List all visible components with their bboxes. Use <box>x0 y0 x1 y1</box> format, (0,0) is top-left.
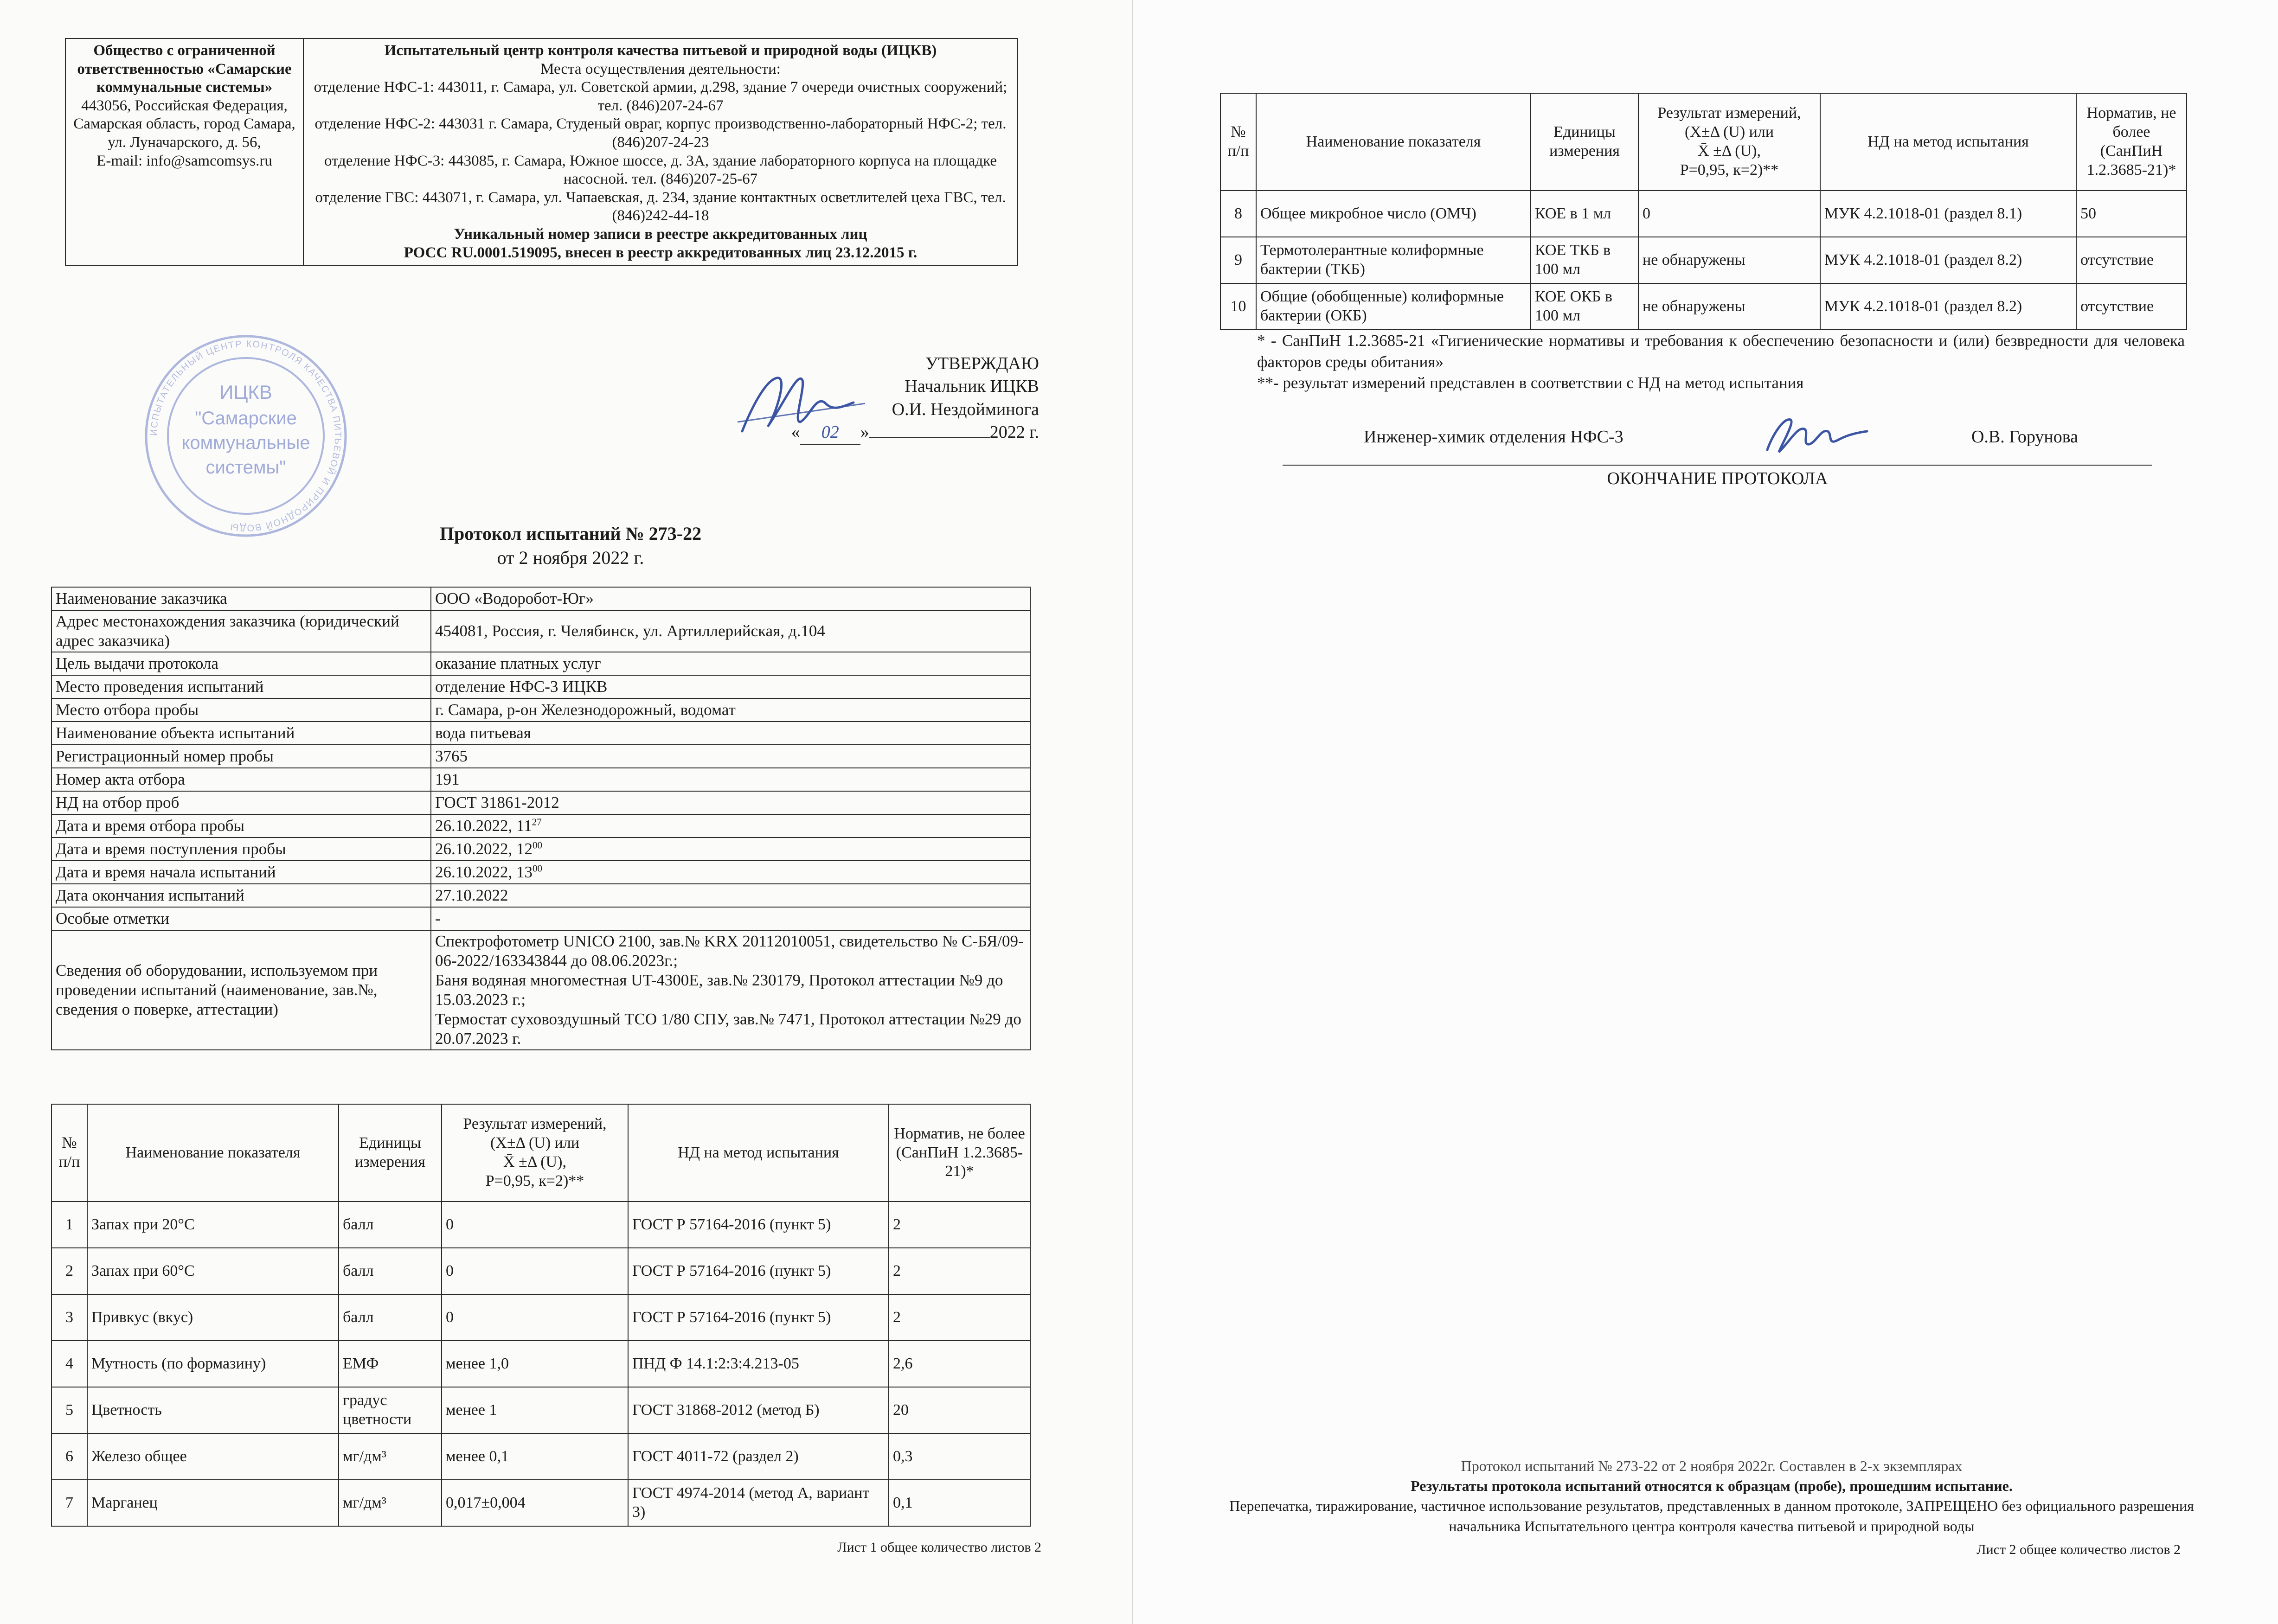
info-value-minutes: 00 <box>533 839 542 851</box>
places-title: Места осуществления деятельности: <box>540 60 781 77</box>
result-unit: мг/дм³ <box>339 1480 442 1526</box>
result-n: 2 <box>51 1248 87 1294</box>
footer-copyright-note: Перепечатка, тиражирование, частичное использование результатов, представленных в данном протоколе, ЗАПРЕЩЕНО без официального разрешения начальника Испытательного центра контроля качества питьевой и природной воды <box>1229 1497 2194 1534</box>
result-method: ГОСТ Р 57164-2016 (пункт 5) <box>628 1202 889 1248</box>
info-value-text: 27.10.2022 <box>435 886 508 904</box>
info-key: Дата и время отбора пробы <box>51 814 431 838</box>
result-name: Марганец <box>87 1480 339 1526</box>
info-value <box>431 861 1030 884</box>
result-method: МУК 4.2.1018-01 (раздел 8.2) <box>1820 283 2076 330</box>
dept-nfs1: отделение НФС-1: 443011, г. Самара, ул. Советской армии, д.298, здание 7 очереди очистных сооружений; тел. (846)207-24-67 <box>314 79 1007 114</box>
info-key: Адрес местонахождения заказчика (юридический адрес заказчика) <box>51 610 431 652</box>
col-unit: Единицы измерения <box>1531 93 1638 191</box>
result-unit: КОЕ ОКБ в 100 мл <box>1531 283 1638 330</box>
header-box <box>65 38 1018 266</box>
col-result-c: Р=0,95, к=2)** <box>1680 161 1779 179</box>
signer-name: О.В. Горунова <box>1971 427 2078 447</box>
result-method: ГОСТ Р 57164-2016 (пункт 5) <box>628 1294 889 1341</box>
protocol-title-block <box>0 522 1141 570</box>
signer-position: Инженер-химик отделения НФС-3 <box>1364 427 1623 447</box>
info-value <box>431 745 1030 768</box>
info-value-text: 3765 <box>435 747 468 765</box>
result-result: 0 <box>1638 191 1820 237</box>
result-result: 0 <box>442 1294 628 1341</box>
org-address: 443056, Российская Федерация, Самарская область, город Самара, ул. Луначарского, д. 56, <box>73 97 295 151</box>
stamp-line-2: "Самарские <box>195 408 297 428</box>
info-value-text: ООО «Водоробот-Юг» <box>435 589 594 607</box>
result-norm: 20 <box>889 1387 1030 1433</box>
stamp-line-4: системы" <box>205 457 286 478</box>
info-value-text: 26.10.2022, 12 <box>435 840 533 858</box>
info-value-minutes: 00 <box>533 863 542 874</box>
info-row <box>51 838 1030 861</box>
result-unit: ЕМФ <box>339 1341 442 1387</box>
info-value-minutes: 27 <box>532 816 542 828</box>
result-n: 3 <box>51 1294 87 1341</box>
info-row <box>51 884 1030 907</box>
result-name: Запах при 60°С <box>87 1248 339 1294</box>
info-row <box>51 861 1030 884</box>
equipment-label: Сведения об оборудовании, используемом при проведении испытаний (наименование, зав.№, сведения о поверке, аттестации) <box>51 930 431 1050</box>
col-method: НД на метод испытания <box>1820 93 2076 191</box>
info-row <box>51 814 1030 838</box>
approval-year: 2022 г. <box>989 422 1039 442</box>
info-key: Дата и время поступления пробы <box>51 838 431 861</box>
col-result-b: X̄ ±Δ (U), <box>503 1153 566 1170</box>
result-n: 9 <box>1220 237 1256 283</box>
equipment-value <box>431 930 1030 1050</box>
footnotes <box>1257 330 2185 394</box>
info-key: Цель выдачи протокола <box>51 652 431 675</box>
result-unit: балл <box>339 1294 442 1341</box>
col-result <box>442 1104 628 1202</box>
result-unit: КОЕ в 1 мл <box>1531 191 1638 237</box>
dept-gvs: отделение ГВС: 443071, г. Самара, ул. Чапаевская, д. 234, здание контактных осветлителей цеха ГВС, тел. (846)242-44-18 <box>315 189 1006 224</box>
result-row <box>51 1294 1030 1341</box>
info-value <box>431 722 1030 745</box>
info-value-text: г. Самара, р-он Железнодорожный, водомат <box>435 701 736 719</box>
quote-close: » <box>860 422 869 442</box>
footer-protocol-line: Протокол испытаний № 273-22 от 2 ноября 2022г. Составлен в 2-х экземплярах <box>1461 1458 1963 1474</box>
result-method: МУК 4.2.1018-01 (раздел 8.1) <box>1820 191 2076 237</box>
sample-info-table <box>51 587 1031 1050</box>
footnote-sanpin: * - СанПиН 1.2.3685-21 «Гигиенические нормативы и требования к обеспечению безопасности и (или) безвредности для человека факторов среды обитания» <box>1257 332 2185 371</box>
info-key: Номер акта отбора <box>51 768 431 791</box>
result-n: 6 <box>51 1433 87 1480</box>
center-name: Испытательный центр контроля качества питьевой и природной воды (ИЦКВ) <box>384 42 937 59</box>
info-value-text: 454081, Россия, г. Челябинск, ул. Артиллерийская, д.104 <box>435 622 825 640</box>
registry-number: РОСС RU.0001.519095, внесен в реестр аккредитованных лиц 23.12.2015 г. <box>404 244 918 261</box>
result-row <box>51 1202 1030 1248</box>
approval-month-blank <box>869 437 990 438</box>
footnote-result: **- результат измерений представлен в соответствии с НД на метод испытания <box>1257 374 1804 392</box>
result-unit: балл <box>339 1248 442 1294</box>
info-key: Дата окончания испытаний <box>51 884 431 907</box>
equipment-line: Баня водяная многоместная UT-4300E, зав.№ 230179, Протокол аттестации №9 до 15.03.2023 г.; <box>435 971 1003 1009</box>
info-key: Место отбора пробы <box>51 698 431 722</box>
result-norm: 2 <box>889 1248 1030 1294</box>
approver-position: Начальник ИЦКВ <box>905 377 1039 396</box>
results-header-row <box>1220 93 2187 191</box>
result-n: 7 <box>51 1480 87 1526</box>
result-row <box>51 1341 1030 1387</box>
end-of-protocol: ОКОНЧАНИЕ ПРОТОКОЛА <box>1607 469 1828 488</box>
col-result-a: Результат измерений, (Х±Δ (U) или <box>1657 104 1801 141</box>
result-norm: 0,3 <box>889 1433 1030 1480</box>
info-value-text: 26.10.2022, 11 <box>435 817 532 835</box>
info-value <box>431 610 1030 652</box>
result-n: 1 <box>51 1202 87 1248</box>
registry-title: Уникальный номер записи в реестре аккредитованных лиц <box>454 225 867 243</box>
info-row <box>51 745 1030 768</box>
result-result: менее 1,0 <box>442 1341 628 1387</box>
result-row <box>1220 237 2187 283</box>
info-value-text: - <box>435 909 441 927</box>
result-name: Запах при 20°С <box>87 1202 339 1248</box>
result-norm: 2 <box>889 1294 1030 1341</box>
dept-nfs3: отделение НФС-3: 443085, г. Самара, Южное шоссе, д. 3А, здание лабораторного корпуса на площадке насосной. тел. (846)207-25-67 <box>324 152 997 188</box>
info-row <box>51 610 1030 652</box>
end-divider <box>1283 465 2152 466</box>
dept-nfs2: отделение НФС-2: 443031 г. Самара, Студеный овраг, корпус производственно-лабораторный НФС-2; тел. (846)207-24-23 <box>314 115 1007 151</box>
info-row <box>51 675 1030 698</box>
info-key: Регистрационный номер пробы <box>51 745 431 768</box>
col-num: № п/п <box>1220 93 1256 191</box>
sheet-1-footer: Лист 1 общее количество листов 2 <box>837 1540 1041 1555</box>
quote-open: « <box>791 422 800 442</box>
info-key: Место проведения испытаний <box>51 675 431 698</box>
protocol-date: от 2 ноября 2022 г. <box>497 547 644 568</box>
result-n: 8 <box>1220 191 1256 237</box>
result-row <box>51 1433 1030 1480</box>
result-name: Привкус (вкус) <box>87 1294 339 1341</box>
info-value-text: отделение НФС-3 ИЦКВ <box>435 678 608 696</box>
result-n: 5 <box>51 1387 87 1433</box>
info-value <box>431 698 1030 722</box>
info-value <box>431 768 1030 791</box>
col-num: № п/п <box>51 1104 87 1202</box>
col-result-b: X̄ ±Δ (U), <box>1698 142 1761 160</box>
info-row <box>51 698 1030 722</box>
info-value <box>431 907 1030 930</box>
col-norm: Норматив, не более (СанПиН 1.2.3685-21)* <box>889 1104 1030 1202</box>
info-row <box>51 652 1030 675</box>
result-method: ГОСТ Р 57164-2016 (пункт 5) <box>628 1248 889 1294</box>
result-result: менее 1 <box>442 1387 628 1433</box>
info-value <box>431 838 1030 861</box>
col-result-c: Р=0,95, к=2)** <box>485 1172 584 1189</box>
result-row <box>51 1248 1030 1294</box>
col-result-a: Результат измерений, (Х±Δ (U) или <box>463 1115 607 1152</box>
stamp-line-3: коммунальные <box>181 433 310 453</box>
info-value <box>431 652 1030 675</box>
info-row <box>51 722 1030 745</box>
info-value <box>431 791 1030 814</box>
result-norm: 2,6 <box>889 1341 1030 1387</box>
col-name: Наименование показателя <box>87 1104 339 1202</box>
result-unit: КОЕ ТКБ в 100 мл <box>1531 237 1638 283</box>
result-result: 0 <box>442 1202 628 1248</box>
stamp-line-1: ИЦКВ <box>219 381 272 403</box>
result-norm: 2 <box>889 1202 1030 1248</box>
result-unit: балл <box>339 1202 442 1248</box>
result-result: менее 0,1 <box>442 1433 628 1480</box>
result-method: МУК 4.2.1018-01 (раздел 8.2) <box>1820 237 2076 283</box>
col-name: Наименование показателя <box>1256 93 1531 191</box>
equipment-line: Термостат суховоздушный ТСО 1/80 СПУ, зав.№ 7471, Протокол аттестации №29 до 20.07.2023 г. <box>435 1010 1021 1048</box>
result-unit: градус цветности <box>339 1387 442 1433</box>
info-value <box>431 884 1030 907</box>
info-key: Дата и время начала испытаний <box>51 861 431 884</box>
result-result: не обнаружены <box>1638 237 1820 283</box>
result-method: ГОСТ 4974-2014 (метод А, вариант 3) <box>628 1480 889 1526</box>
info-value-text: ГОСТ 31861-2012 <box>435 793 559 812</box>
footer-results-note: Результаты протокола испытаний относятся к образцам (пробе), прошедшим испытание. <box>1411 1477 2013 1495</box>
organization-stamp <box>139 329 353 543</box>
col-method: НД на метод испытания <box>628 1104 889 1202</box>
result-name: Общее микробное число (ОМЧ) <box>1256 191 1531 237</box>
info-key: Наименование заказчика <box>51 587 431 610</box>
info-value-text: вода питьевая <box>435 724 531 742</box>
col-result <box>1638 93 1820 191</box>
result-method: ПНД Ф 14.1:2:3:4.213-05 <box>628 1341 889 1387</box>
result-result: 0,017±0,004 <box>442 1480 628 1526</box>
results-table-page-1 <box>51 1104 1031 1527</box>
center-cell <box>303 38 1018 265</box>
approve-word: УТВЕРЖДАЮ <box>925 354 1039 373</box>
col-unit: Единицы измерения <box>339 1104 442 1202</box>
engineer-signature <box>1758 408 1879 459</box>
info-key: Особые отметки <box>51 907 431 930</box>
info-value-text: 26.10.2022, 13 <box>435 863 533 881</box>
equipment-row <box>51 930 1030 1050</box>
result-name: Общие (обобщенные) колиформные бактерии (ОКБ) <box>1256 283 1531 330</box>
result-name: Цветность <box>87 1387 339 1433</box>
sheet-2-footer: Лист 2 общее количество листов 2 <box>1976 1542 2181 1557</box>
info-row <box>51 587 1030 610</box>
equipment-line: Спектрофотометр UNICO 2100, зав.№ KRX 20112010051, свидетельство № С-БЯ/09-06-2022/163343844 до 08.06.2023г.; <box>435 932 1024 970</box>
info-value <box>431 675 1030 698</box>
result-norm: 0,1 <box>889 1480 1030 1526</box>
result-row <box>51 1387 1030 1433</box>
stamp-ring-text: ИСПЫТАТЕЛЬНЫЙ ЦЕНТР КОНТРОЛЯ КАЧЕСТВА ПИТЬЕВОЙ И ПРИРОДНОЙ ВОДЫ <box>148 339 343 533</box>
approval-day: 02 <box>800 421 860 445</box>
protocol-title: Протокол испытаний № 273-22 <box>439 523 702 544</box>
result-norm: отсутствие <box>2076 283 2187 330</box>
result-result: 0 <box>442 1248 628 1294</box>
result-name: Железо общее <box>87 1433 339 1480</box>
result-result: не обнаружены <box>1638 283 1820 330</box>
result-method: ГОСТ 31868-2012 (метод Б) <box>628 1387 889 1433</box>
results-table-page-2 <box>1220 93 2187 330</box>
org-cell <box>65 38 303 265</box>
info-key: Наименование объекта испытаний <box>51 722 431 745</box>
org-email: E-mail: info@samcomsys.ru <box>96 152 272 169</box>
info-key: НД на отбор проб <box>51 791 431 814</box>
result-n: 10 <box>1220 283 1256 330</box>
info-value <box>431 814 1030 838</box>
page-2-footer <box>1225 1456 2199 1536</box>
result-norm: отсутствие <box>2076 237 2187 283</box>
result-name: Термотолерантные колиформные бактерии (ТКБ) <box>1256 237 1531 283</box>
result-method: ГОСТ 4011-72 (раздел 2) <box>628 1433 889 1480</box>
result-unit: мг/дм³ <box>339 1433 442 1480</box>
info-value <box>431 587 1030 610</box>
result-row <box>1220 191 2187 237</box>
result-row <box>1220 283 2187 330</box>
result-row <box>51 1480 1030 1526</box>
info-row <box>51 907 1030 930</box>
info-value-text: 191 <box>435 770 460 788</box>
result-name: Мутность (по формазину) <box>87 1341 339 1387</box>
results-header-row <box>51 1104 1030 1202</box>
approver-name: О.И. Нездойминога <box>892 399 1039 419</box>
info-value-text: оказание платных услуг <box>435 654 601 672</box>
approver-signature <box>733 352 872 445</box>
result-norm: 50 <box>2076 191 2187 237</box>
col-norm: Норматив, не более (СанПиН 1.2.3685-21)* <box>2076 93 2187 191</box>
info-row <box>51 768 1030 791</box>
info-row <box>51 791 1030 814</box>
org-name: Общество с ограниченной ответственностью «Самарские коммунальные системы» <box>77 42 292 96</box>
result-n: 4 <box>51 1341 87 1387</box>
